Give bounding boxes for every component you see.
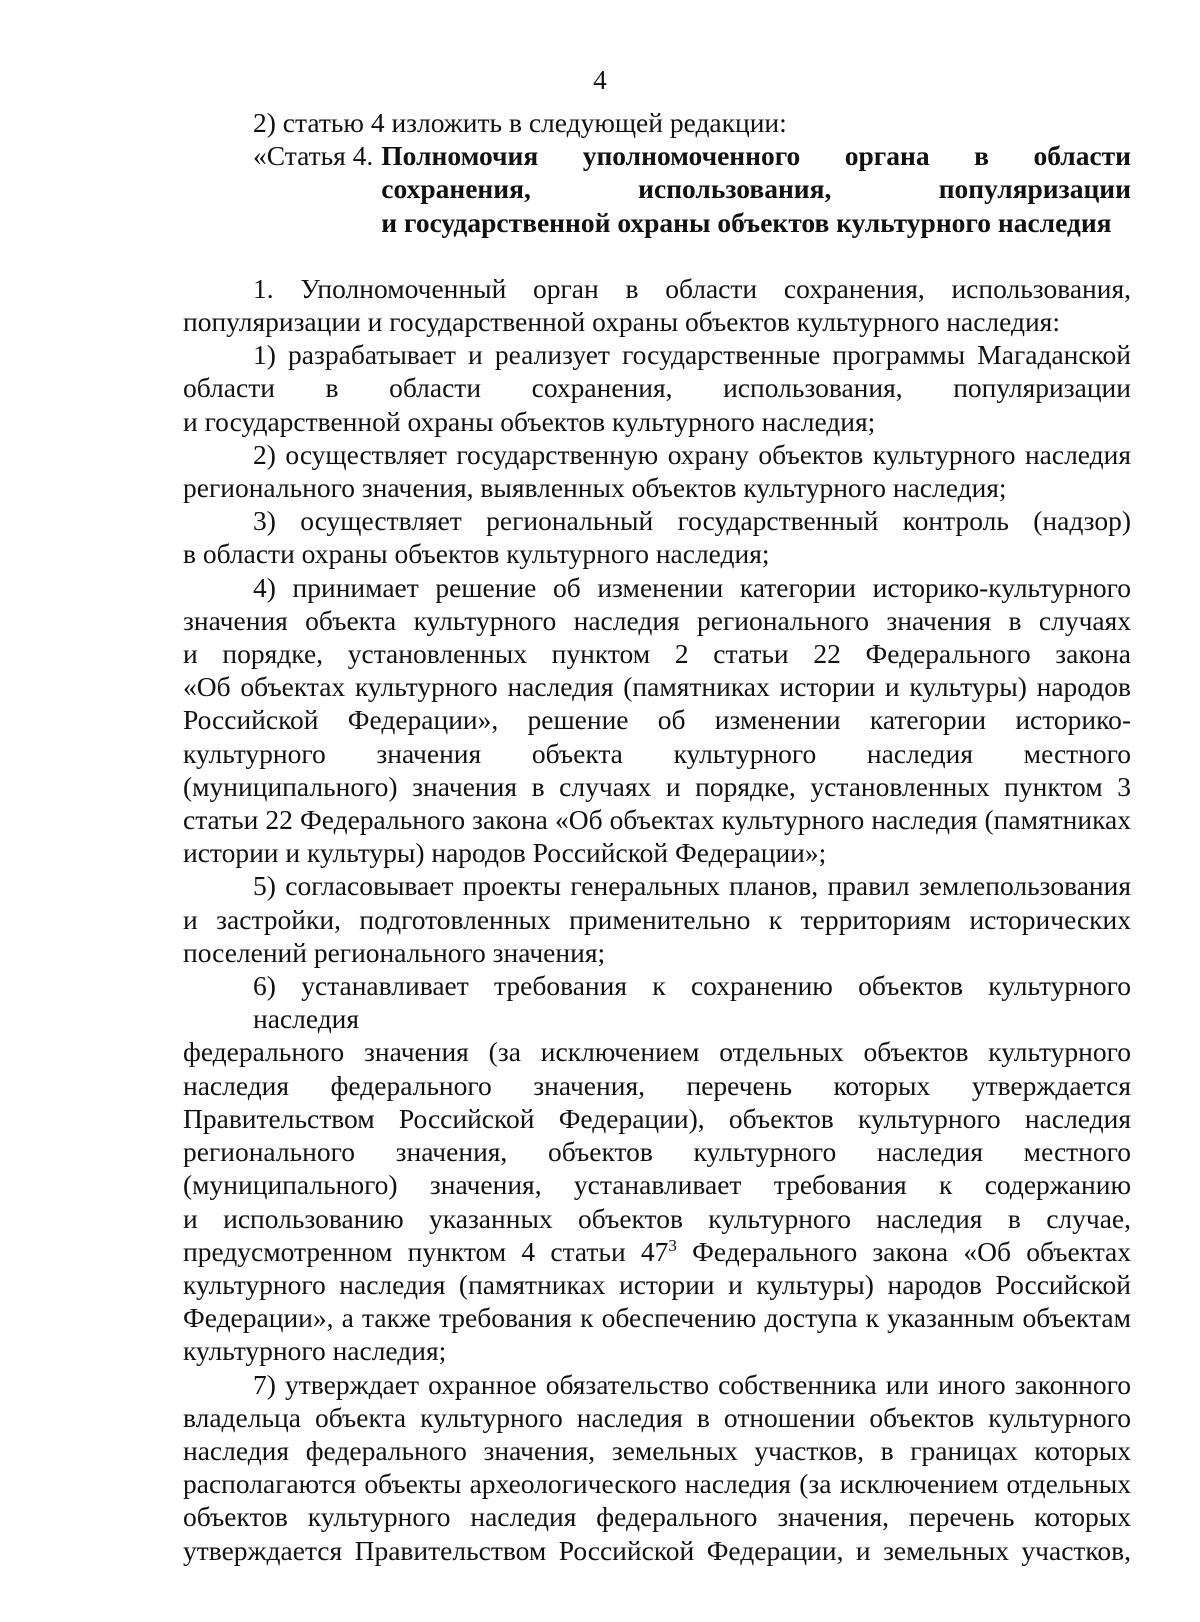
- paragraph-line: Федерации», а также требования к обеспечению доступа к указанным объектам: [183, 1302, 1131, 1334]
- paragraph-line: и порядке, установленных пунктом 2 статьи 22 Федерального закона: [183, 638, 1131, 670]
- article-title-line: и государственной охраны объектов культурного наследия: [381, 206, 1112, 238]
- article-number: «Статья 4.: [253, 140, 374, 172]
- document-body: [183, 106, 1131, 1567]
- article-paragraph: [183, 438, 1131, 504]
- paragraph-line: Российской Федерации», решение об изменении категории историко-: [183, 704, 1131, 736]
- article-paragraph: [183, 504, 1131, 570]
- paragraph-line: наследия федерального значения, земельных участков, в границах которых: [183, 1434, 1131, 1466]
- paragraph-line: регионального значения, выявленных объектов культурного наследия;: [183, 472, 1007, 504]
- paragraph-line: 1. Уполномоченный орган в области сохранения, использования,: [253, 272, 1131, 304]
- article-heading: [183, 139, 1131, 239]
- paragraph-line: 3) осуществляет региональный государственный контроль (надзор): [253, 505, 1131, 537]
- paragraph-line: (муниципального) значения, устанавливает требования к содержанию: [183, 1169, 1131, 1201]
- article-title: [381, 139, 1131, 239]
- article-title-line: Полномочия уполномоченного органа в области: [381, 140, 1131, 172]
- article-paragraph: [183, 1368, 1131, 1567]
- article-paragraph: [183, 969, 1131, 1367]
- paragraph-line: 6) устанавливает требования к сохранению объектов культурного наследия: [253, 970, 1131, 1035]
- paragraph-line: 5) согласовывает проекты генеральных планов, правил землепользования: [253, 870, 1131, 902]
- paragraph-line: статьи 22 Федерального закона «Об объектах культурного наследия (памятниках: [183, 804, 1131, 836]
- paragraph-line: объектов культурного наследия федерального значения, перечень которых: [183, 1501, 1131, 1533]
- article-paragraph: [183, 869, 1131, 969]
- article-paragraph: [183, 272, 1131, 338]
- paragraph-line: области в области сохранения, использования, популяризации: [183, 372, 1131, 404]
- paragraph-line-text: предусмотренном пунктом 4 статьи 47: [183, 1235, 669, 1267]
- article-paragraph: [183, 338, 1131, 438]
- paragraph-line: поселений регионального значения;: [183, 936, 606, 968]
- paragraph-line: утверждается Правительством Российской Федерации, и земельных участков,: [183, 1534, 1131, 1566]
- paragraph-line-tail: Федерального закона «Об объектах: [676, 1235, 1132, 1267]
- paragraph-line: (муниципального) значения в случаях и порядке, установленных пунктом 3: [183, 770, 1131, 802]
- amendment-intro: 2) статью 4 изложить в следующей редакции:: [253, 107, 787, 138]
- page-number: 4: [593, 65, 607, 95]
- paragraph-line: в области охраны объектов культурного наследия;: [183, 538, 770, 570]
- article-title-line: сохранения, использования, популяризации: [381, 173, 1131, 205]
- paragraph-line: и государственной охраны объектов культурного наследия;: [183, 405, 876, 437]
- paragraph-line: 2) осуществляет государственную охрану объектов культурного наследия: [253, 438, 1131, 470]
- superscript: 3: [668, 1235, 677, 1255]
- heading-spacer: [183, 239, 1131, 272]
- paragraph-line: наследия федерального значения, перечень которых утверждается: [183, 1069, 1131, 1101]
- paragraph-line: Правительством Российской Федерации), объектов культурного наследия: [183, 1102, 1131, 1134]
- paragraph-line: культурного значения объекта культурного наследия местного: [183, 737, 1131, 769]
- paragraph-line: значения объекта культурного наследия регионального значения в случаях: [183, 604, 1131, 636]
- paragraph-line: владельца объекта культурного наследия в отношении объектов культурного: [183, 1401, 1131, 1433]
- paragraph-line: федерального значения (за исключением отдельных объектов культурного: [183, 1036, 1131, 1068]
- paragraph-line: популяризации и государственной охраны объектов культурного наследия:: [183, 306, 1060, 338]
- paragraph-line: 4) принимает решение об изменении категории историко-культурного: [253, 571, 1131, 603]
- paragraph-line: 1) разрабатывает и реализует государственные программы Магаданской: [253, 339, 1131, 371]
- paragraph-line: «Об объектах культурного наследия (памятниках истории и культуры) народов: [183, 671, 1131, 703]
- article-paragraphs: [183, 272, 1131, 1567]
- paragraph-line: культурного наследия (памятниках истории и культуры) народов Российской: [183, 1268, 1131, 1300]
- paragraph-line: 7) утверждает охранное обязательство собственника или иного законного: [253, 1368, 1131, 1400]
- paragraph-line: и использованию указанных объектов культурного наследия в случае,: [183, 1202, 1131, 1234]
- paragraph-line: регионального значения, объектов культурного наследия местного: [183, 1136, 1131, 1168]
- paragraph-line: и застройки, подготовленных применительно к территориям исторических: [183, 903, 1131, 935]
- paragraph-line: истории и культуры) народов Российской Федерации»;: [183, 837, 827, 869]
- article-paragraph: [183, 571, 1131, 870]
- paragraph-line: культурного наследия;: [183, 1335, 447, 1367]
- paragraph-line: [183, 1235, 1131, 1268]
- paragraph-line: располагаются объекты археологического наследия (за исключением отдельных: [183, 1468, 1131, 1500]
